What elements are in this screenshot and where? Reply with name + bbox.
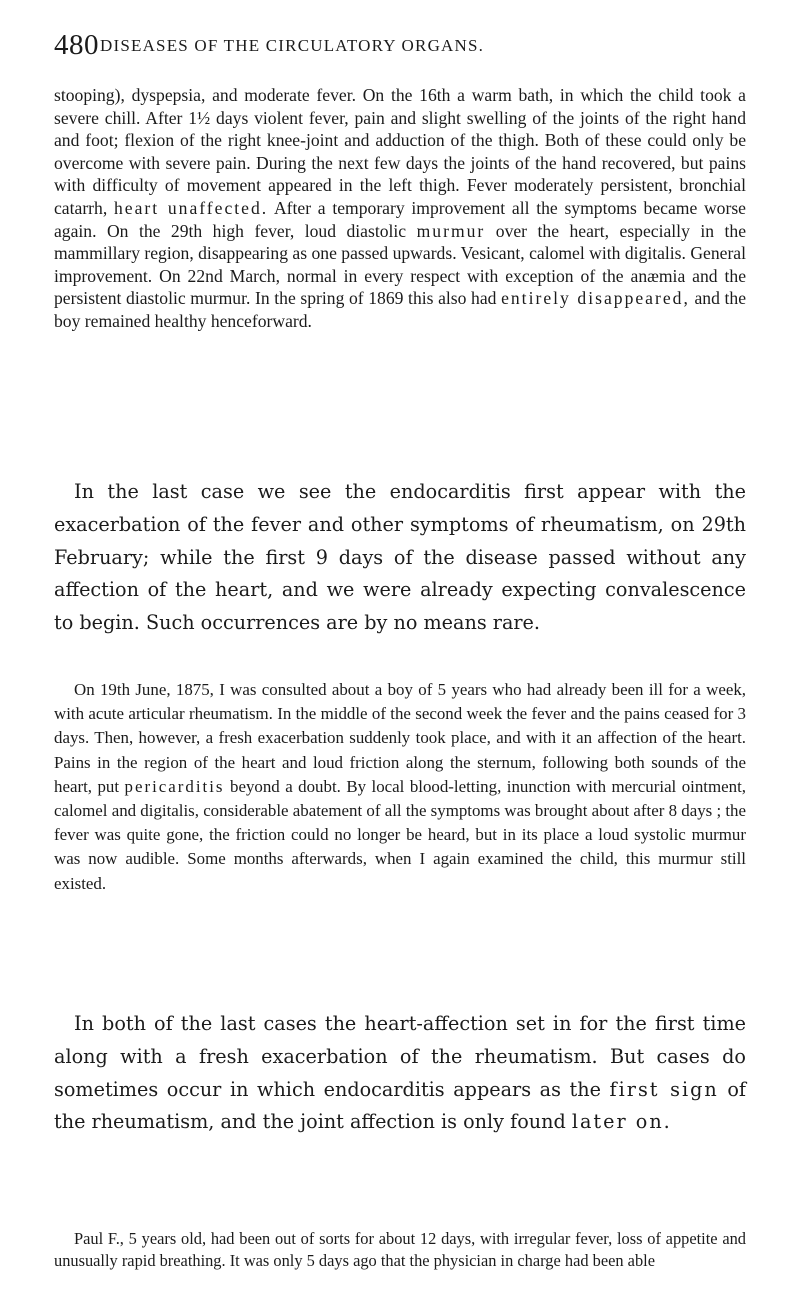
case-continuation-paragraph <box>54 84 746 333</box>
case-text: over the heart, especially in the mammillary region, disappearing as one passed upwards. Vesicant, calomel with digitalis. General improvement. On 22nd March, normal in every respect with exception of the anæmia and the persistent diastolic murmur. In the spring of 1869 this also had <box>54 220 747 309</box>
case-report-paragraph <box>54 678 746 896</box>
case-text: stooping), dyspepsia, and moderate fever. On the 16th a warm bath, in which the child took a severe chill. After 1½ days violent fever, pain and slight swelling of the joints of the right hand and foot; flexion of the right knee-joint and adduction of the thigh. Both of these could only be overcome with severe pain. During the next few days the joints of the hand recovered, but pains with difficulty of movement appeared in the left thigh. Fever moderately persistent, bronchial catarrh, <box>54 85 746 218</box>
case-text: and the boy remained healthy henceforward. <box>54 288 746 331</box>
case-report-paragraph <box>54 1228 746 1272</box>
spaced-emphasis: murmur <box>416 220 486 241</box>
page-number: 480 <box>54 29 99 61</box>
spaced-emphasis: heart unaffected. <box>113 197 269 218</box>
case-text: beyond a doubt. By local blood-letting, inunction with mercurial ointment, calomel and digitalis, considerable abatement of all the symptoms was brought about after 8 days ; the fever was quite gone, the friction could no longer be heard, but in its place a loud systolic murmur was now audible. Some months afterwards, when I again examined the child, this murmur still existed. <box>54 776 746 893</box>
case-text: On 19th June, 1875, I was consulted about a boy of 5 years who had already been ill for a week, with acute articular rheumatism. In the middle of the second week the fever and the pains ceased for 3 days. Then, however, a fresh exacerbation suddenly took place, and with it an affection of the heart. Pains in the region of the heart and loud friction along the sternum, following both sounds of the heart, put <box>54 680 746 796</box>
commentary-text: In the last case we see the endocarditis first appear with the exacerbation of the fever and other symptoms of rheumatism, on 29th February; while the first 9 days of the disease passed without any affection of the heart, and we were already expecting convalescence to begin. Such occurrences are by no means rare. <box>54 480 746 635</box>
commentary-paragraph <box>54 1008 746 1139</box>
spaced-emphasis: later on. <box>571 1110 672 1134</box>
commentary-text: of the rheumatism, and the joint affection is only found <box>54 1077 746 1134</box>
running-title: DISEASES OF THE CIRCULATORY ORGANS. <box>100 36 485 55</box>
case-text: Paul F., 5 years old, had been out of sorts for about 12 days, with irregular fever, loss of appetite and unusually rapid breathing. It was only 5 days ago that the physician in charge had been able <box>54 1229 746 1270</box>
spaced-emphasis: entirely disappeared, <box>501 288 690 309</box>
spaced-emphasis: pericarditis <box>124 776 225 796</box>
commentary-text: In both of the last cases the heart-affection set in for the first time along with a fresh exacerbation of the rheumatism. But cases do sometimes occur in which endocarditis appears as the <box>54 1012 746 1101</box>
commentary-paragraph <box>54 476 746 640</box>
running-head <box>54 30 754 60</box>
spaced-emphasis: first sign <box>609 1077 719 1101</box>
case-text: After a temporary improvement all the symptoms became worse again. On the 29th high fever, loud diastolic <box>54 197 746 241</box>
